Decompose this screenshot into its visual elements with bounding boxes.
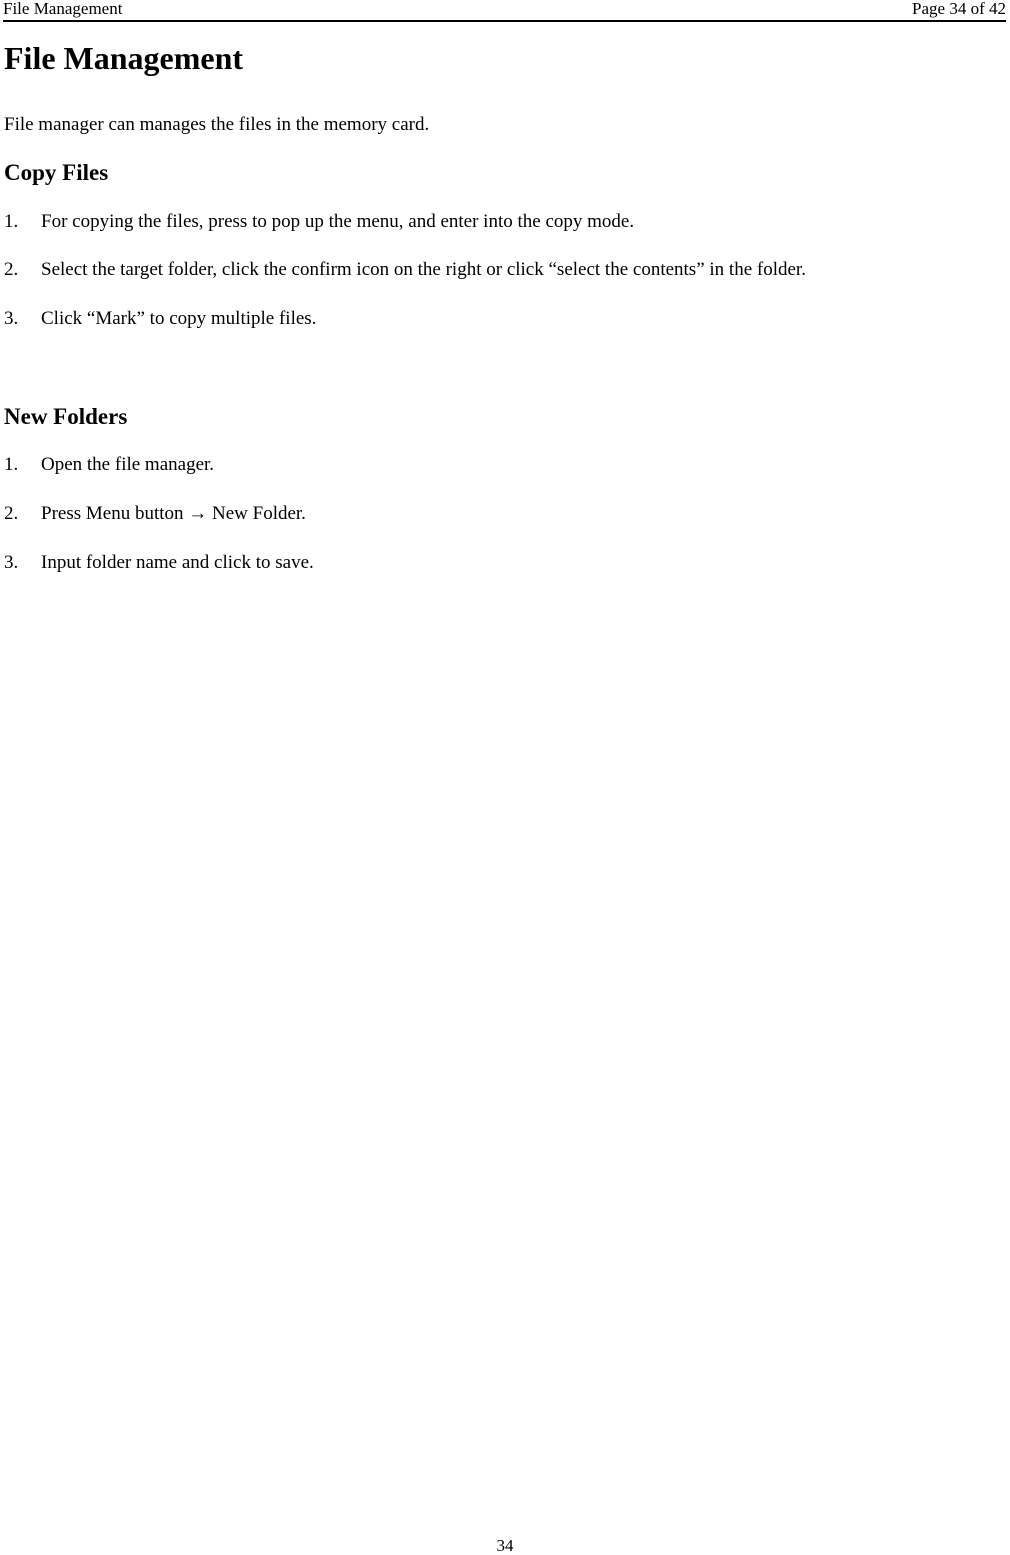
page-title: File Management [4, 40, 244, 76]
new-folders-step-1 [4, 453, 214, 477]
header-page-indicator: Page 34 of 42 [912, 0, 1006, 18]
page-header [3, 0, 1006, 22]
list-text: Open the file manager. [41, 454, 215, 475]
list-number: 2. [4, 503, 19, 524]
list-text: For copying the files, press to pop up the menu, and enter into the copy mode. [41, 211, 635, 232]
list-text: Input folder name and click to save. [41, 552, 314, 573]
intro-paragraph: File manager can manages the files in the memory card. [4, 114, 430, 135]
copy-files-step-3 [4, 307, 316, 331]
list-text: Press Menu button → New Folder. [41, 503, 306, 524]
copy-files-step-1 [4, 210, 634, 234]
copy-files-heading: Copy Files [4, 160, 109, 185]
copy-files-step-2 [4, 258, 806, 282]
list-number: 2. [4, 259, 19, 280]
list-number: 1. [4, 454, 19, 475]
new-folders-step-3 [4, 551, 314, 575]
page-footer [0, 1537, 1010, 1554]
list-number: 3. [4, 552, 19, 573]
list-number: 1. [4, 211, 19, 232]
list-text: Select the target folder, click the confirm icon on the right or click “select the contents” in the folder. [41, 259, 806, 280]
list-text: Click “Mark” to copy multiple files. [41, 308, 317, 329]
new-folders-step-2 [4, 502, 306, 526]
new-folders-heading: New Folders [4, 404, 128, 429]
list-number: 3. [4, 308, 19, 329]
footer-page-number: 34 [496, 1536, 514, 1555]
header-section-title: File Management [3, 0, 123, 18]
